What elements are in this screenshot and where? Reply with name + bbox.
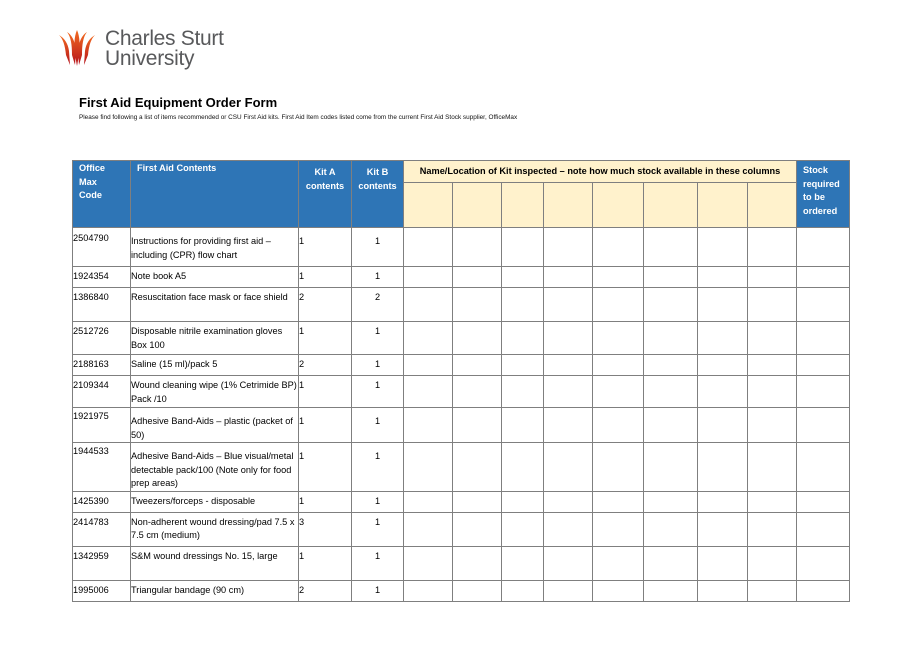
stock-required-cell[interactable] — [797, 443, 850, 492]
header-kit-inspected: Name/Location of Kit inspected – note how much stock available in these columns — [404, 161, 797, 183]
inspection-stock-cell-6[interactable] — [644, 376, 698, 408]
inspection-stock-cell-4[interactable] — [544, 228, 593, 267]
inspection-stock-cell-5[interactable] — [593, 228, 644, 267]
inspection-stock-cell-5[interactable] — [593, 546, 644, 580]
inspection-stock-cell-7[interactable] — [698, 491, 748, 512]
inspection-stock-cell-4[interactable] — [544, 491, 593, 512]
inspection-kit-5-header[interactable] — [593, 183, 644, 228]
inspection-stock-cell-7[interactable] — [698, 443, 748, 492]
inspection-stock-cell-6[interactable] — [644, 322, 698, 355]
inspection-kit-8-header[interactable] — [748, 183, 797, 228]
stock-required-cell[interactable] — [797, 376, 850, 408]
kit-b-quantity: 1 — [352, 512, 404, 546]
stock-required-cell[interactable] — [797, 546, 850, 580]
inspection-stock-cell-2[interactable] — [453, 512, 502, 546]
inspection-stock-cell-7[interactable] — [698, 355, 748, 376]
inspection-stock-cell-5[interactable] — [593, 288, 644, 322]
table-row — [73, 443, 850, 492]
item-code: 1924354 — [73, 267, 131, 288]
inspection-stock-cell-6[interactable] — [644, 512, 698, 546]
item-code: 1995006 — [73, 580, 131, 601]
item-description: Non-adherent wound dressing/pad 7.5 x 7.5 cm (medium) — [131, 512, 299, 546]
item-code: 2504790 — [73, 228, 131, 267]
inspection-stock-cell-3[interactable] — [502, 376, 544, 408]
inspection-stock-cell-8[interactable] — [748, 580, 797, 601]
inspection-stock-cell-5[interactable] — [593, 267, 644, 288]
table-row — [73, 355, 850, 376]
inspection-stock-cell-7[interactable] — [698, 322, 748, 355]
inspection-stock-cell-4[interactable] — [544, 288, 593, 322]
inspection-stock-cell-7[interactable] — [698, 580, 748, 601]
inspection-stock-cell-4[interactable] — [544, 376, 593, 408]
inspection-stock-cell-2[interactable] — [453, 322, 502, 355]
stock-required-cell[interactable] — [797, 512, 850, 546]
inspection-stock-cell-4[interactable] — [544, 267, 593, 288]
kit-a-quantity: 2 — [299, 355, 352, 376]
item-description: Triangular bandage (90 cm) — [131, 580, 299, 601]
inspection-stock-cell-1[interactable] — [404, 288, 453, 322]
inspection-stock-cell-6[interactable] — [644, 408, 698, 443]
inspection-kit-6-header[interactable] — [644, 183, 698, 228]
inspection-stock-cell-5[interactable] — [593, 408, 644, 443]
table-row — [73, 580, 850, 601]
kit-b-quantity: 1 — [352, 443, 404, 492]
inspection-stock-cell-8[interactable] — [748, 267, 797, 288]
inspection-stock-cell-7[interactable] — [698, 376, 748, 408]
inspection-stock-cell-3[interactable] — [502, 443, 544, 492]
table-row — [73, 376, 850, 408]
header-office-max-code: Office Max Code — [73, 161, 131, 228]
kit-a-quantity: 1 — [299, 443, 352, 492]
kit-b-quantity: 1 — [352, 376, 404, 408]
logo-line-1: Charles Sturt — [105, 27, 224, 50]
kit-a-quantity: 1 — [299, 322, 352, 355]
inspection-stock-cell-8[interactable] — [748, 408, 797, 443]
inspection-stock-cell-4[interactable] — [544, 546, 593, 580]
inspection-stock-cell-3[interactable] — [502, 546, 544, 580]
inspection-stock-cell-2[interactable] — [453, 267, 502, 288]
inspection-stock-cell-2[interactable] — [453, 491, 502, 512]
kit-b-quantity: 1 — [352, 580, 404, 601]
inspection-stock-cell-8[interactable] — [748, 546, 797, 580]
inspection-stock-cell-1[interactable] — [404, 355, 453, 376]
inspection-stock-cell-1[interactable] — [404, 546, 453, 580]
kit-a-quantity: 1 — [299, 267, 352, 288]
kit-b-quantity: 1 — [352, 355, 404, 376]
inspection-stock-cell-8[interactable] — [748, 288, 797, 322]
inspection-kit-4-header[interactable] — [544, 183, 593, 228]
inspection-stock-cell-6[interactable] — [644, 546, 698, 580]
inspection-stock-cell-7[interactable] — [698, 546, 748, 580]
table-row — [73, 491, 850, 512]
inspection-stock-cell-7[interactable] — [698, 408, 748, 443]
inspection-stock-cell-3[interactable] — [502, 322, 544, 355]
logo-wordmark — [105, 29, 224, 69]
table-row — [73, 288, 850, 322]
csu-waratah-icon — [57, 29, 97, 69]
item-code: 1921975 — [73, 408, 131, 443]
table-row — [73, 546, 850, 580]
table-row — [73, 228, 850, 267]
kit-b-quantity: 1 — [352, 408, 404, 443]
inspection-stock-cell-5[interactable] — [593, 491, 644, 512]
inspection-stock-cell-4[interactable] — [544, 443, 593, 492]
inspection-stock-cell-1[interactable] — [404, 228, 453, 267]
inspection-stock-cell-2[interactable] — [453, 376, 502, 408]
inspection-stock-cell-6[interactable] — [644, 443, 698, 492]
stock-required-cell[interactable] — [797, 267, 850, 288]
inspection-stock-cell-7[interactable] — [698, 512, 748, 546]
inspection-stock-cell-3[interactable] — [502, 408, 544, 443]
stock-required-cell[interactable] — [797, 228, 850, 267]
inspection-stock-cell-4[interactable] — [544, 408, 593, 443]
item-description: Adhesive Band-Aids – Blue visual/metal detectable pack/100 (Note only for food prep areas) — [131, 443, 299, 492]
inspection-stock-cell-4[interactable] — [544, 580, 593, 601]
inspection-kit-2-header[interactable] — [453, 183, 502, 228]
stock-required-cell[interactable] — [797, 408, 850, 443]
inspection-stock-cell-8[interactable] — [748, 322, 797, 355]
item-description: Adhesive Band-Aids – plastic (packet of 50) — [131, 408, 299, 443]
kit-a-quantity: 1 — [299, 228, 352, 267]
item-code: 1342959 — [73, 546, 131, 580]
table-row — [73, 408, 850, 443]
stock-required-cell[interactable] — [797, 580, 850, 601]
stock-required-cell[interactable] — [797, 491, 850, 512]
inspection-stock-cell-5[interactable] — [593, 443, 644, 492]
item-code: 1944533 — [73, 443, 131, 492]
inspection-stock-cell-5[interactable] — [593, 355, 644, 376]
inspection-stock-cell-8[interactable] — [748, 355, 797, 376]
item-description: Note book A5 — [131, 267, 299, 288]
inspection-stock-cell-6[interactable] — [644, 355, 698, 376]
item-description: Tweezers/forceps - disposable — [131, 491, 299, 512]
item-description: Disposable nitrile examination gloves Box 100 — [131, 322, 299, 355]
inspection-stock-cell-3[interactable] — [502, 491, 544, 512]
header-first-aid-contents: First Aid Contents — [131, 161, 299, 228]
header-kit-a: Kit A contents — [299, 161, 352, 228]
inspection-stock-cell-2[interactable] — [453, 546, 502, 580]
item-description: Saline (15 ml)/pack 5 — [131, 355, 299, 376]
inspection-stock-cell-2[interactable] — [453, 408, 502, 443]
inspection-stock-cell-3[interactable] — [502, 580, 544, 601]
csu-logo — [57, 26, 224, 72]
inspection-stock-cell-3[interactable] — [502, 512, 544, 546]
inspection-kit-1-header[interactable] — [404, 183, 453, 228]
kit-b-quantity: 1 — [352, 322, 404, 355]
inspection-stock-cell-5[interactable] — [593, 376, 644, 408]
stock-required-cell[interactable] — [797, 355, 850, 376]
inspection-stock-cell-8[interactable] — [748, 512, 797, 546]
inspection-stock-cell-3[interactable] — [502, 288, 544, 322]
kit-b-quantity: 1 — [352, 267, 404, 288]
item-description: Instructions for providing first aid – including (CPR) flow chart — [131, 228, 299, 267]
inspection-stock-cell-3[interactable] — [502, 228, 544, 267]
inspection-stock-cell-1[interactable] — [404, 512, 453, 546]
item-code: 1425390 — [73, 491, 131, 512]
item-description: Wound cleaning wipe (1% Cetrimide BP) Pack /10 — [131, 376, 299, 408]
inspection-stock-cell-5[interactable] — [593, 512, 644, 546]
inspection-stock-cell-6[interactable] — [644, 580, 698, 601]
inspection-stock-cell-2[interactable] — [453, 288, 502, 322]
inspection-stock-cell-8[interactable] — [748, 376, 797, 408]
inspection-stock-cell-6[interactable] — [644, 228, 698, 267]
inspection-stock-cell-6[interactable] — [644, 491, 698, 512]
inspection-stock-cell-2[interactable] — [453, 443, 502, 492]
inspection-stock-cell-3[interactable] — [502, 267, 544, 288]
inspection-stock-cell-6[interactable] — [644, 267, 698, 288]
table-row — [73, 512, 850, 546]
item-code: 2188163 — [73, 355, 131, 376]
header-stock-required: Stock required to be ordered — [797, 161, 850, 228]
item-code: 2512726 — [73, 322, 131, 355]
inspection-stock-cell-7[interactable] — [698, 228, 748, 267]
inspection-stock-cell-4[interactable] — [544, 322, 593, 355]
inspection-stock-cell-5[interactable] — [593, 580, 644, 601]
stock-required-cell[interactable] — [797, 288, 850, 322]
kit-b-quantity: 2 — [352, 288, 404, 322]
kit-b-quantity: 1 — [352, 491, 404, 512]
page-subtitle: Please find following a list of items recommended or CSU First Aid kits. First Aid Item codes listed come from the current First Aid Stock supplier, OfficeMax — [79, 114, 518, 121]
kit-a-quantity: 1 — [299, 376, 352, 408]
inspection-stock-cell-7[interactable] — [698, 288, 748, 322]
inspection-stock-cell-8[interactable] — [748, 228, 797, 267]
inspection-stock-cell-4[interactable] — [544, 512, 593, 546]
logo-line-2: University — [105, 47, 195, 70]
item-code: 1386840 — [73, 288, 131, 322]
inspection-kit-7-header[interactable] — [698, 183, 748, 228]
inspection-stock-cell-7[interactable] — [698, 267, 748, 288]
inspection-stock-cell-1[interactable] — [404, 408, 453, 443]
item-description: S&M wound dressings No. 15, large — [131, 546, 299, 580]
kit-a-quantity: 1 — [299, 408, 352, 443]
item-code: 2109344 — [73, 376, 131, 408]
order-form-table — [72, 160, 850, 602]
inspection-stock-cell-1[interactable] — [404, 376, 453, 408]
inspection-stock-cell-1[interactable] — [404, 443, 453, 492]
inspection-stock-cell-1[interactable] — [404, 580, 453, 601]
inspection-stock-cell-8[interactable] — [748, 491, 797, 512]
inspection-stock-cell-2[interactable] — [453, 580, 502, 601]
kit-a-quantity: 2 — [299, 580, 352, 601]
inspection-stock-cell-6[interactable] — [644, 288, 698, 322]
inspection-stock-cell-3[interactable] — [502, 355, 544, 376]
inspection-stock-cell-2[interactable] — [453, 228, 502, 267]
inspection-stock-cell-4[interactable] — [544, 355, 593, 376]
kit-a-quantity: 1 — [299, 491, 352, 512]
table-row — [73, 267, 850, 288]
page-title: First Aid Equipment Order Form — [79, 95, 278, 110]
kit-a-quantity: 1 — [299, 546, 352, 580]
kit-a-quantity: 3 — [299, 512, 352, 546]
inspection-stock-cell-5[interactable] — [593, 322, 644, 355]
inspection-stock-cell-2[interactable] — [453, 355, 502, 376]
stock-required-cell[interactable] — [797, 322, 850, 355]
kit-b-quantity: 1 — [352, 228, 404, 267]
inspection-stock-cell-1[interactable] — [404, 267, 453, 288]
inspection-stock-cell-1[interactable] — [404, 491, 453, 512]
inspection-stock-cell-8[interactable] — [748, 443, 797, 492]
kit-b-quantity: 1 — [352, 546, 404, 580]
header-kit-b: Kit B contents — [352, 161, 404, 228]
item-description: Resuscitation face mask or face shield — [131, 288, 299, 322]
item-code: 2414783 — [73, 512, 131, 546]
kit-a-quantity: 2 — [299, 288, 352, 322]
table-row — [73, 322, 850, 355]
inspection-stock-cell-1[interactable] — [404, 322, 453, 355]
inspection-kit-3-header[interactable] — [502, 183, 544, 228]
